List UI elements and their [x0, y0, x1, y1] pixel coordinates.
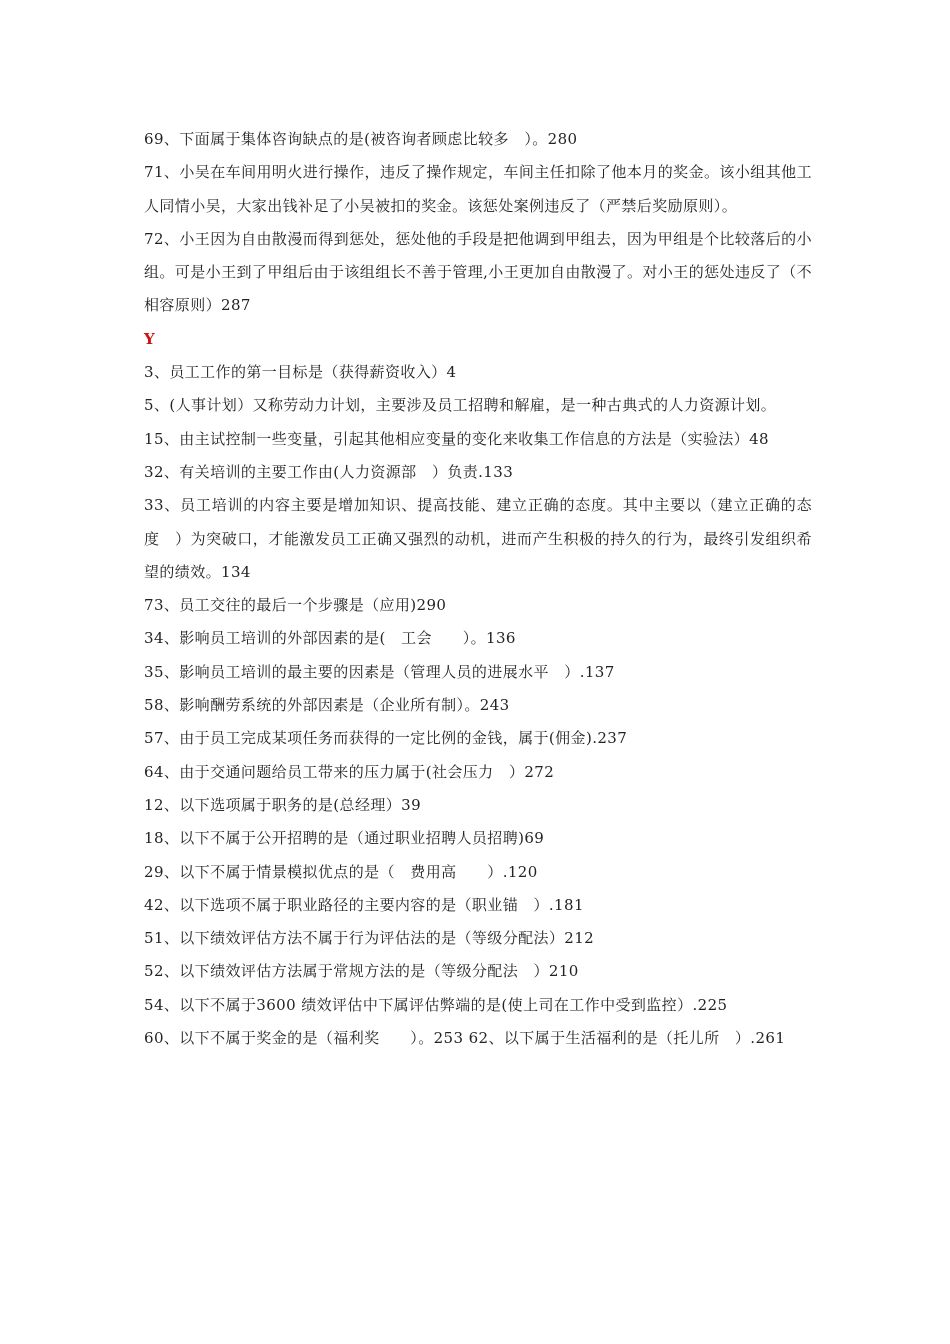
- question-34: 34、影响员工培训的外部因素的是( 工会 ）。136: [144, 629, 516, 648]
- question-29: 29、以下不属于情景模拟优点的是（ 费用高 ）.120: [144, 862, 538, 881]
- question-60-62: 60、以下不属于奖金的是（福利奖 ）。253 62、以下属于生活福利的是（托儿所 ）.261: [144, 1029, 786, 1048]
- question-5: 5、(人事计划）又称劳动力计划，主要涉及员工招聘和解雇，是一种古典式的人力资源计划。: [144, 396, 777, 415]
- question-51: 51、以下绩效评估方法不属于行为评估法的是（等级分配法）212: [144, 929, 595, 948]
- section-letter-heading: Y: [144, 329, 155, 348]
- question-54: 54、以下不属于3600 绩效评估中下属评估弊端的是(使上司在工作中受到监控）.225: [144, 995, 728, 1014]
- question-71: 71、小吴在车间用明火进行操作，违反了操作规定，车间主任扣除了他本月的奖金。该小组其他工人同情小吴，大家出钱补足了小吴被扣的奖金。该惩处案例违反了（严禁后奖励原则）。: [144, 163, 812, 215]
- question-58: 58、影响酬劳系统的外部因素是（企业所有制）。243: [144, 696, 510, 715]
- question-57: 57、由于员工完成某项任务而获得的一定比例的金钱，属于(佣金).237: [144, 729, 628, 748]
- question-73: 73、员工交往的最后一个步骤是（应用)290: [144, 596, 447, 615]
- question-12: 12、以下选项属于职务的是(总经理）39: [144, 795, 422, 814]
- question-69: 69、下面属于集体咨询缺点的是(被咨询者顾虑比较多 ）。280: [144, 130, 578, 148]
- question-3: 3、员工工作的第一目标是（获得薪资收入）4: [144, 363, 457, 382]
- question-52: 52、以下绩效评估方法属于常规方法的是（等级分配法 ）210: [144, 962, 579, 981]
- question-32: 32、有关培训的主要工作由(人力资源部 ）负责.133: [144, 462, 514, 481]
- question-33: 33、员工培训的内容主要是增加知识、提高技能、建立正确的态度。其中主要以（建立正确的态度 ）为突破口，才能激发员工正确又强烈的动机，进而产生积极的持久的行为，最终引发组织希望的绩效。134: [144, 496, 812, 581]
- document-body: [144, 123, 812, 1055]
- question-18: 18、以下不属于公开招聘的是（通过职业招聘人员招聘)69: [144, 829, 545, 848]
- question-35: 35、影响员工培训的最主要的因素是（管理人员的进展水平 ）.137: [144, 662, 615, 681]
- question-72: 72、小王因为自由散漫而得到惩处，惩处他的手段是把他调到甲组去，因为甲组是个比较落后的小组。可是小王到了甲组后由于该组组长不善于管理,小王更加自由散漫了。对小王的惩处违反了（不相容原则）287: [144, 229, 812, 315]
- question-64: 64、由于交通问题给员工带来的压力属于(社会压力 ）272: [144, 762, 555, 781]
- question-42: 42、以下选项不属于职业路径的主要内容的是（职业锚 ）.181: [144, 895, 584, 914]
- question-15: 15、由主试控制一些变量，引起其他相应变量的变化来收集工作信息的方法是（实验法）48: [144, 429, 769, 448]
